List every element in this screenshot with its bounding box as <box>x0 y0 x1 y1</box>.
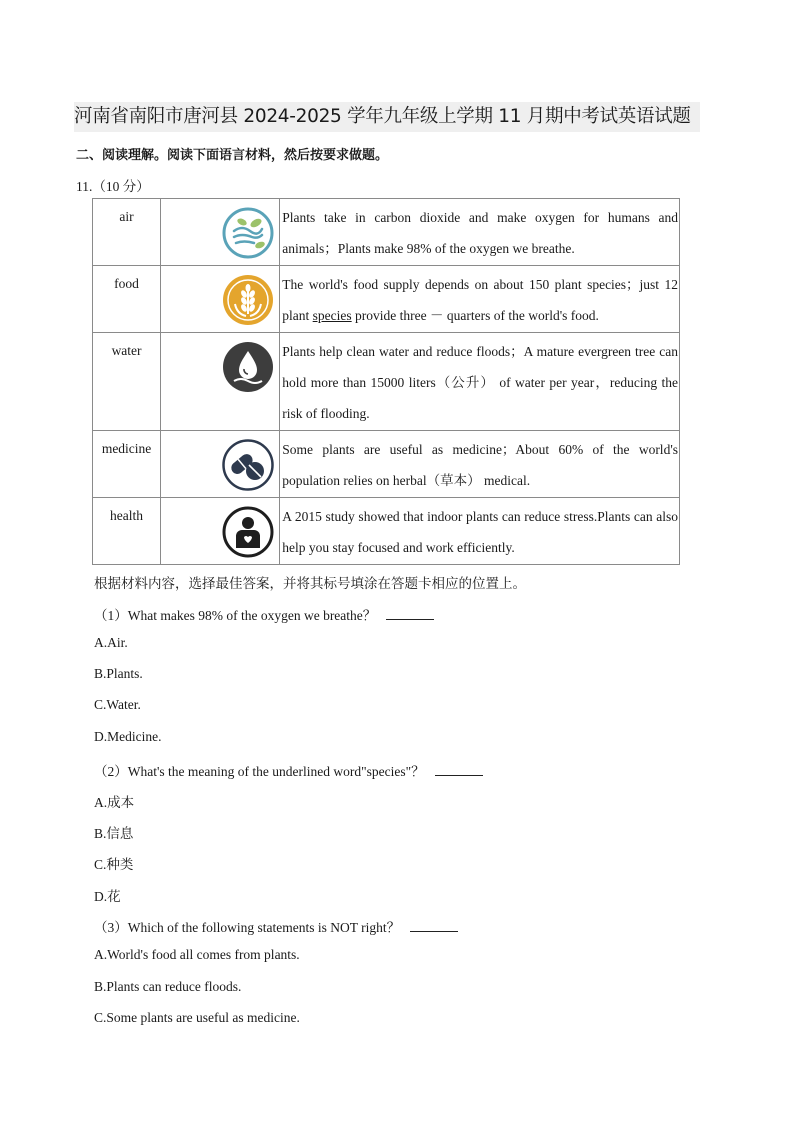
option[interactable]: B.信息 <box>94 826 134 841</box>
option[interactable]: C.种类 <box>94 857 134 872</box>
wheat-icon <box>222 274 274 326</box>
water-drop-icon <box>222 341 274 393</box>
instruction: 根据材料内容，选择最佳答案，并将其标号填涂在答题卡相应的位置上。 <box>94 576 526 592</box>
table-row <box>93 333 680 431</box>
option[interactable]: C.Water. <box>94 697 141 712</box>
page-title: 河南省南阳市唐河县 2024-2025 学年九年级上学期 11 月期中考试英语试题 <box>74 102 700 132</box>
option[interactable]: D.Medicine. <box>94 729 162 744</box>
table-row <box>93 431 680 498</box>
info-table <box>92 198 680 565</box>
question-stem: （1）What makes 98% of the oxygen we breathe？ <box>94 604 434 624</box>
row-label: health <box>93 498 161 565</box>
question-number: 11.（10 分） <box>76 179 150 194</box>
row-text: Plants help clean water and reduce floods；A mature evergreen tree can hold more than 15000 liters（公升） of water per year，reducing the risk of flooding. <box>280 333 680 431</box>
row-text: Some plants are useful as medicine；About 60% of the world's population relies on herbal（草本） medical. <box>280 431 680 498</box>
row-label: water <box>93 333 161 431</box>
person-icon <box>222 506 274 558</box>
option[interactable]: D.花 <box>94 889 121 904</box>
underlined-word: species <box>312 308 352 323</box>
option[interactable]: B.Plants can reduce floods. <box>94 979 242 994</box>
answer-blank[interactable] <box>410 920 458 932</box>
row-text: Plants take in carbon dioxide and make oxygen for humans and animals；Plants make 98% of the oxygen we breathe. <box>280 199 680 266</box>
table-row <box>93 199 680 266</box>
answer-blank[interactable] <box>435 764 483 776</box>
table-row <box>93 266 680 333</box>
row-label: air <box>93 199 161 266</box>
table-row <box>93 498 680 565</box>
row-text: A 2015 study showed that indoor plants can reduce stress.Plants can also help you stay focused and work efficiently. <box>280 498 680 565</box>
option[interactable]: B.Plants. <box>94 666 143 681</box>
row-label: medicine <box>93 431 161 498</box>
question-stem: （3）Which of the following statements is NOT right？ <box>94 916 458 936</box>
air-leaf-icon <box>222 207 274 259</box>
option[interactable]: A.World's food all comes from plants. <box>94 947 300 962</box>
option[interactable]: A.成本 <box>94 795 135 810</box>
answer-blank[interactable] <box>386 608 434 620</box>
row-label: food <box>93 266 161 333</box>
option[interactable]: A.Air. <box>94 635 128 650</box>
question-stem: （2）What's the meaning of the underlined word"species"？ <box>94 760 483 780</box>
section-heading: 二、阅读理解。阅读下面语言材料，然后按要求做题。 <box>76 148 389 163</box>
row-text: The world's food supply depends on about 150 plant species；just 12 plant species provide three － quarters of the world's food. <box>280 266 680 333</box>
pill-icon <box>222 439 274 491</box>
option[interactable]: C.Some plants are useful as medicine. <box>94 1010 300 1025</box>
